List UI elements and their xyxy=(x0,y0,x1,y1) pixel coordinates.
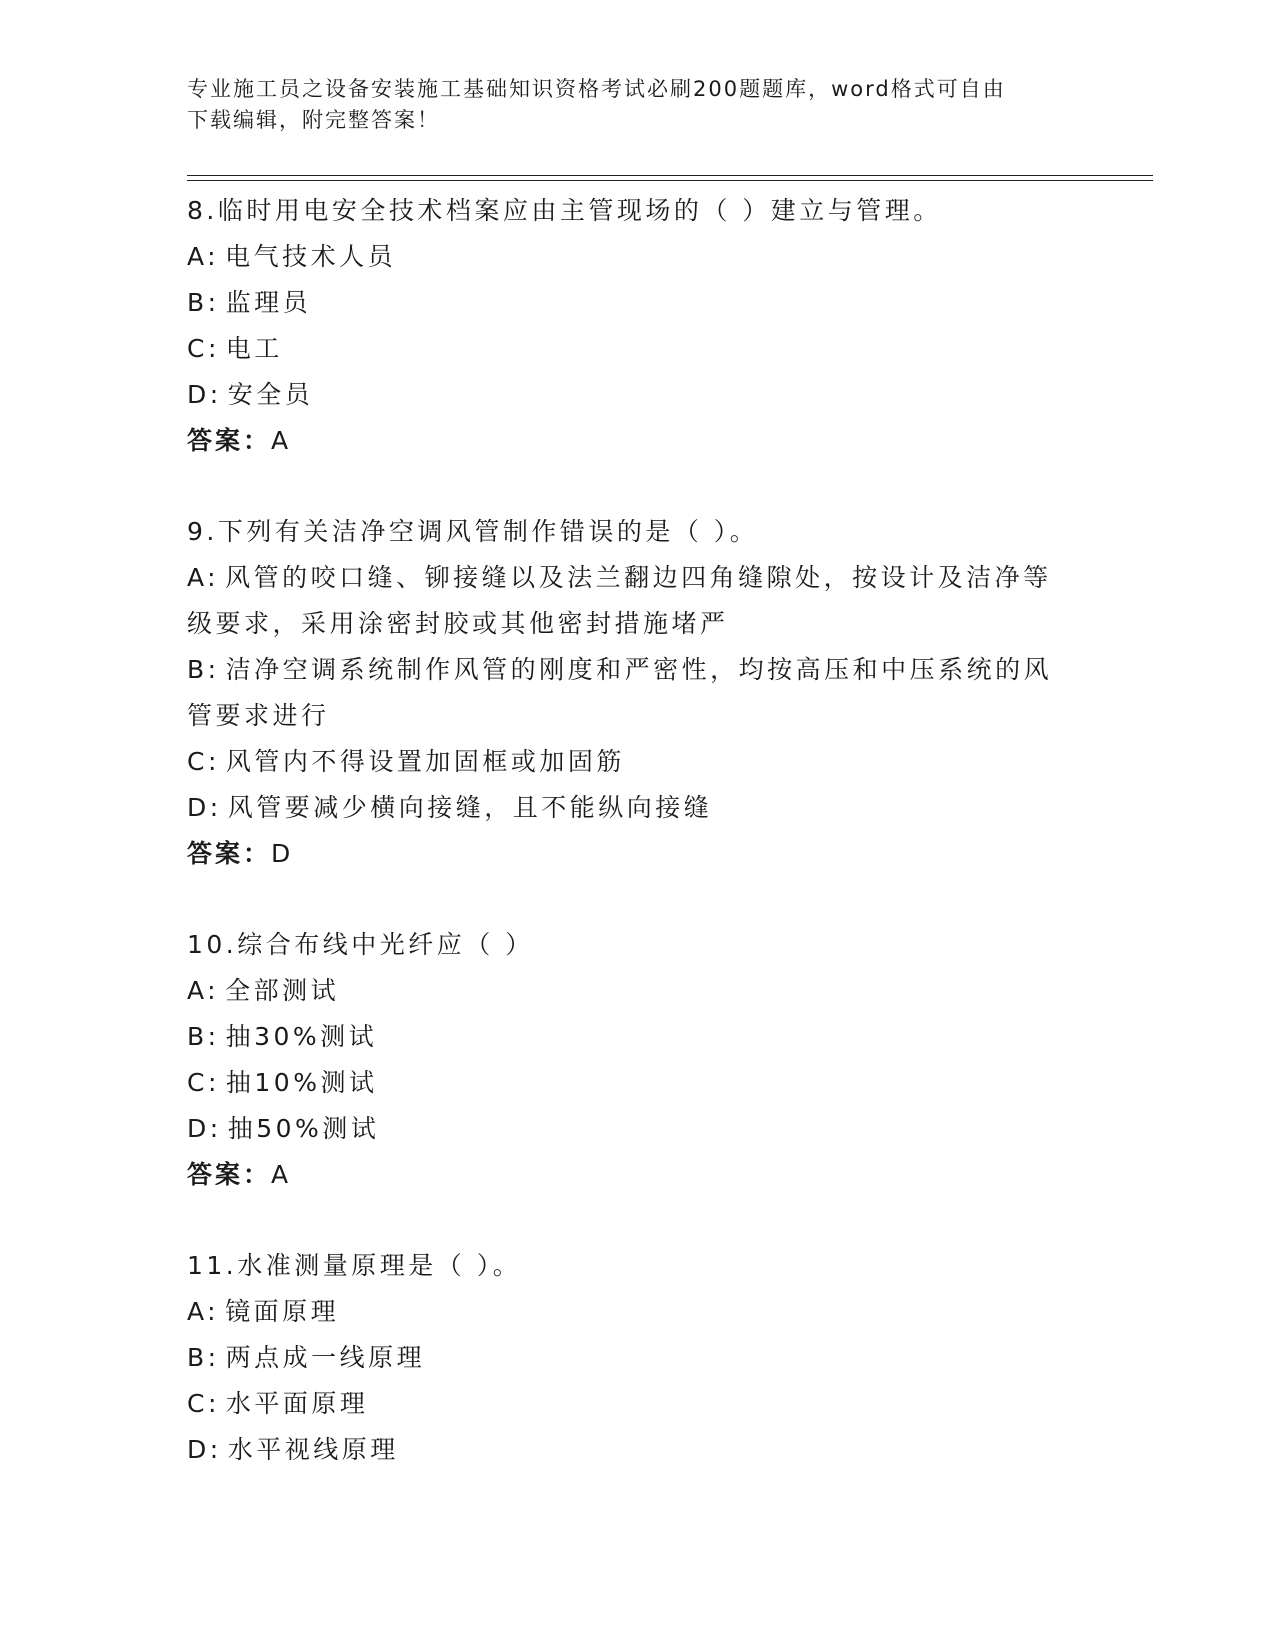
option-text: 水平面原理 xyxy=(225,1389,369,1418)
option-key: A: xyxy=(187,976,220,1005)
option-text: 水平视线原理 xyxy=(227,1435,399,1464)
option-a xyxy=(187,1289,1087,1335)
question-8 xyxy=(187,188,1087,464)
option-text: 抽30%测试 xyxy=(225,1022,378,1051)
question-stem: 8.临时用电安全技术档案应由主管现场的（ ）建立与管理。 xyxy=(187,196,942,225)
header-divider-top xyxy=(187,175,1153,176)
option-text: 镜面原理 xyxy=(225,1297,340,1326)
option-key: D: xyxy=(187,380,222,409)
option-d xyxy=(187,372,1087,418)
option-text: 风管内不得设置加固框或加固筋 xyxy=(225,747,625,776)
option-c xyxy=(187,739,1087,785)
option-key: D: xyxy=(187,1435,222,1464)
option-key: A: xyxy=(187,242,220,271)
option-key: C: xyxy=(187,1068,220,1097)
option-key: B: xyxy=(187,655,220,684)
document-header xyxy=(187,74,1067,136)
option-text: 电气技术人员 xyxy=(225,242,397,271)
option-text: 两点成一线原理 xyxy=(225,1343,426,1372)
answer-label: 答案： xyxy=(187,1160,272,1189)
answer-label: 答案： xyxy=(187,839,272,868)
option-text: 洁净空调系统制作风管的刚度和严密性，均按高压和中压系统的风管要求进行 xyxy=(187,655,1053,730)
option-b xyxy=(187,1335,1087,1381)
option-key: C: xyxy=(187,1389,220,1418)
question-stem: 11.水准测量原理是（ ）。 xyxy=(187,1251,522,1280)
answer-line xyxy=(187,418,1087,464)
option-c xyxy=(187,1060,1087,1106)
answer-value: A xyxy=(271,1160,292,1189)
option-key: B: xyxy=(187,1343,220,1372)
option-text: 风管的咬口缝、铆接缝以及法兰翻边四角缝隙处，按设计及洁净等级要求，采用涂密封胶或其他密封措施堵严 xyxy=(187,563,1052,638)
option-key: D: xyxy=(187,1114,222,1143)
answer-value: D xyxy=(271,839,294,868)
option-key: D: xyxy=(187,793,222,822)
option-a xyxy=(187,968,1087,1014)
option-text: 抽50%测试 xyxy=(227,1114,380,1143)
option-text: 安全员 xyxy=(227,380,314,409)
question-stem: 9.下列有关洁净空调风管制作错误的是（ ）。 xyxy=(187,517,759,546)
option-d xyxy=(187,785,1087,831)
answer-value: A xyxy=(271,426,292,455)
answer-label: 答案： xyxy=(187,426,272,455)
option-c xyxy=(187,1381,1087,1427)
option-d xyxy=(187,1427,1087,1473)
answer-line xyxy=(187,831,1087,877)
question-stem: 10.综合布线中光纤应（ ） xyxy=(187,930,534,959)
option-text: 电工 xyxy=(225,334,283,363)
option-key: C: xyxy=(187,747,220,776)
option-text: 抽10%测试 xyxy=(225,1068,378,1097)
option-text: 风管要减少横向接缝，且不能纵向接缝 xyxy=(227,793,713,822)
option-b xyxy=(187,1014,1087,1060)
option-a xyxy=(187,234,1087,280)
question-10 xyxy=(187,922,1087,1198)
question-11 xyxy=(187,1243,1087,1473)
header-line-1: 专业施工员之设备安装施工基础知识资格考试必刷200题题库，word格式可自由 xyxy=(187,77,1006,101)
option-key: B: xyxy=(187,1022,220,1051)
answer-line xyxy=(187,1152,1087,1198)
option-text: 全部测试 xyxy=(225,976,340,1005)
option-a xyxy=(187,555,1067,647)
header-line-2: 下载编辑，附完整答案！ xyxy=(187,108,440,132)
question-list xyxy=(187,188,1087,1518)
question-9 xyxy=(187,509,1087,877)
option-key: B: xyxy=(187,288,220,317)
option-b xyxy=(187,647,1067,739)
option-d xyxy=(187,1106,1087,1152)
header-divider-bottom xyxy=(187,180,1153,181)
option-key: A: xyxy=(187,1297,220,1326)
option-c xyxy=(187,326,1087,372)
option-b xyxy=(187,280,1087,326)
option-key: A: xyxy=(187,563,220,592)
option-text: 监理员 xyxy=(225,288,312,317)
option-key: C: xyxy=(187,334,220,363)
